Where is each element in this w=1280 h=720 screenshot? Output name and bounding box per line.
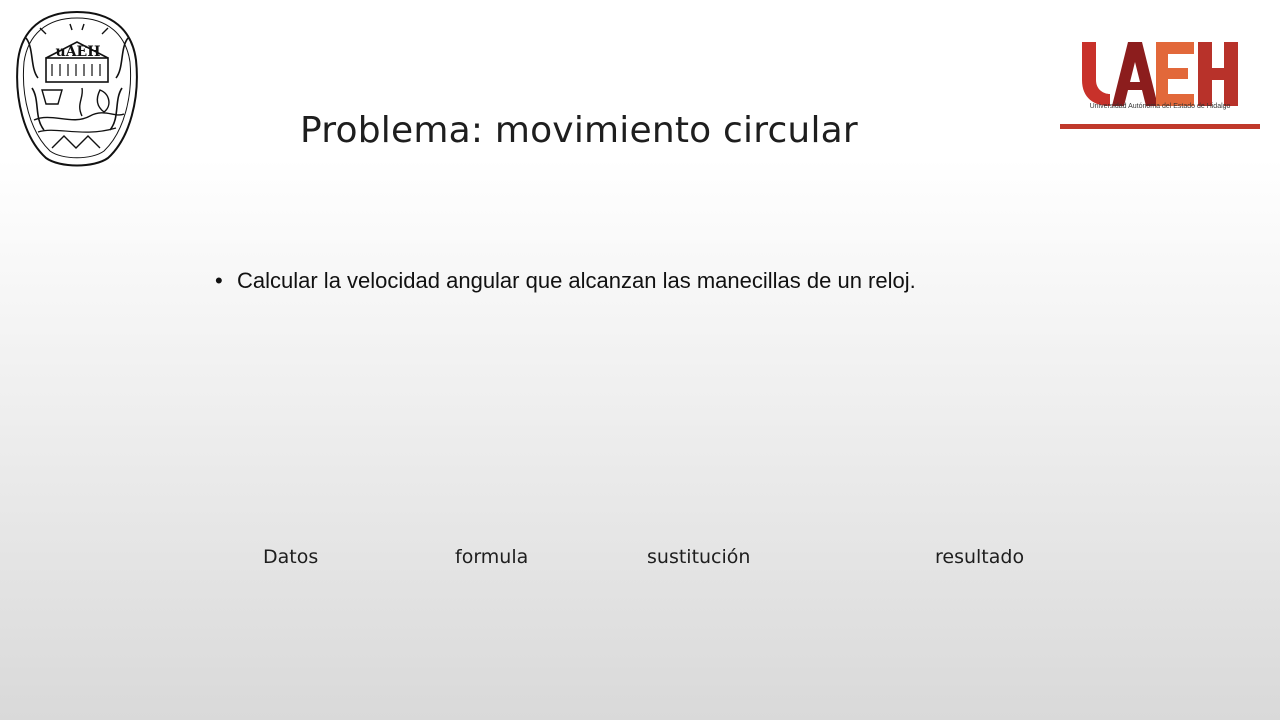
uaeh-seal-logo	[12, 8, 142, 171]
bullet-marker: •	[215, 268, 223, 293]
uaeh-brand-logo	[1060, 30, 1260, 134]
slide-title: Problema: movimiento circular	[300, 110, 858, 151]
brand-underline-bar	[1060, 124, 1260, 129]
seal-lettering: uAEH	[55, 44, 101, 60]
bullet-item	[215, 266, 935, 295]
column-datos-label: Datos	[263, 546, 319, 568]
column-resultado-label: resultado	[935, 546, 1025, 568]
bullet-text: Calcular la velocidad angular que alcanzan las manecillas de un reloj.	[237, 268, 916, 293]
column-sustitucion-label: sustitución	[647, 546, 751, 568]
brand-caption: Universidad Autónoma del Estado de Hidalgo	[1089, 103, 1231, 110]
column-formula-label: formula	[455, 546, 529, 568]
